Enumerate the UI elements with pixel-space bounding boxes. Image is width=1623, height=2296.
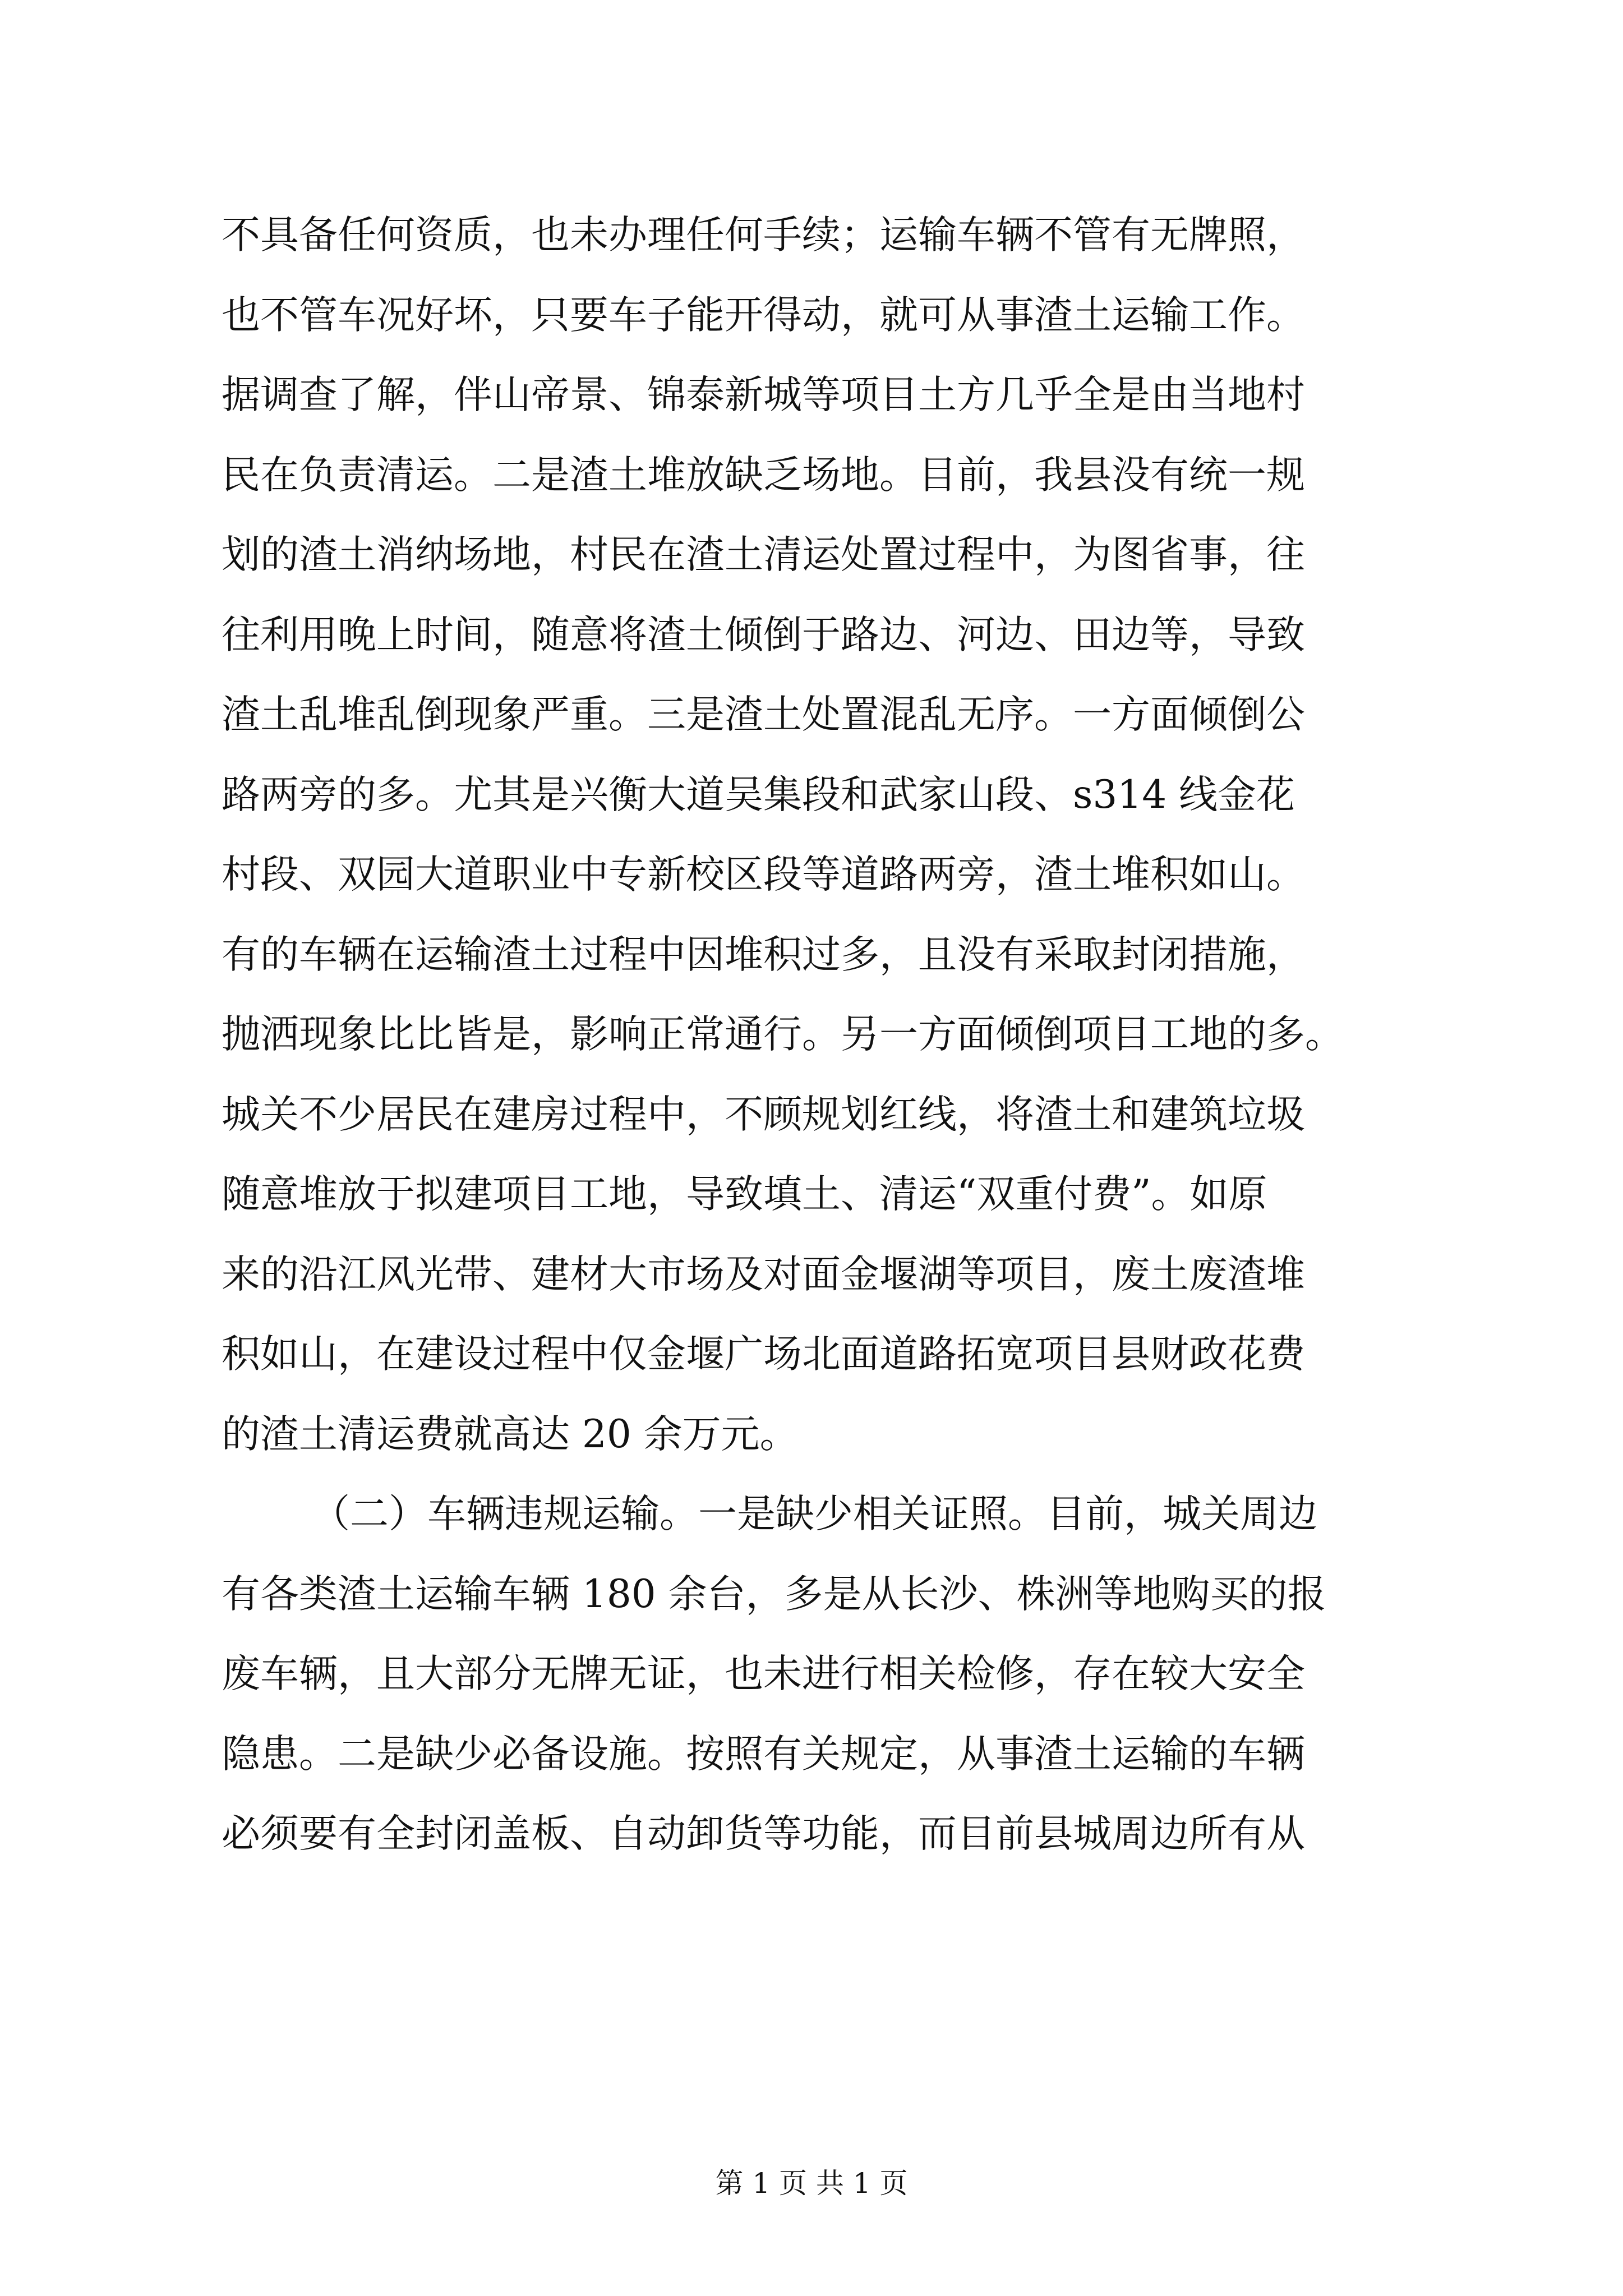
- text-line-7: 渣土乱堆乱倒现象严重。三是渣土处置混乱无序。一方面倾倒公: [222, 692, 1305, 737]
- page-footer: 第 1 页 共 1 页: [715, 2167, 908, 2200]
- section-heading-line: （二）车辆违规运输。一是缺少相关证照。目前，城关周边: [311, 1492, 1317, 1536]
- text-line-10: 有的车辆在运输渣土过程中因堆积过多，且没有采取封闭措施，: [222, 932, 1305, 977]
- text-line-16: 的渣土清运费就高达 20 余万元。: [222, 1411, 799, 1457]
- text-line-4: 民在负责清运。二是渣土堆放缺乏场地。目前，我县没有统一规: [222, 452, 1305, 498]
- text-line-15: 积如山，在建设过程中仅金堰广场北面道路拓宽项目县财政花费: [222, 1332, 1305, 1377]
- text-line-12: 城关不少居民在建房过程中，不顾规划红线，将渣土和建筑垃圾: [222, 1092, 1305, 1137]
- text-line-13: 随意堆放于拟建项目工地，导致填土、清运“双重付费”。如原: [222, 1172, 1267, 1217]
- text-line-21: 必须要有全封闭盖板、自动卸货等功能，而目前县城周边所有从: [222, 1811, 1305, 1856]
- document-body: [222, 195, 1416, 1874]
- text-line-9: 村段、双园大道职业中专新校区段等道路两旁，渣土堆积如山。: [222, 852, 1305, 897]
- text-line-20: 隐患。二是缺少必备设施。按照有关规定，从事渣土运输的车辆: [222, 1731, 1305, 1777]
- text-line-5: 划的渣土消纳场地，村民在渣土清运处置过程中，为图省事，往: [222, 532, 1305, 577]
- text-line-19: 废车辆，且大部分无牌无证，也未进行相关检修，存在较大安全: [222, 1651, 1305, 1696]
- text-line-18: 有各类渣土运输车辆 180 余台，多是从长沙、株洲等地购买的报: [222, 1571, 1326, 1617]
- text-line-2: 也不管车况好坏，只要车子能开得动，就可从事渣土运输工作。: [222, 292, 1305, 338]
- text-line-8: 路两旁的多。尤其是兴衡大道吴集段和武家山段、s314 线金花: [222, 772, 1295, 817]
- text-line-3: 据调查了解，伴山帝景、锦泰新城等项目土方几乎全是由当地村: [222, 372, 1305, 417]
- text-line-14: 来的沿江风光带、建材大市场及对面金堰湖等项目，废土废渣堆: [222, 1251, 1305, 1297]
- text-line-6: 往利用晚上时间，随意将渣土倾倒于路边、河边、田边等，导致: [222, 612, 1305, 657]
- text-line-11: 抛洒现象比比皆是，影响正常通行。另一方面倾倒项目工地的多。: [222, 1012, 1344, 1057]
- text-line-1: 不具备任何资质，也未办理任何手续；运输车辆不管有无牌照，: [222, 213, 1305, 257]
